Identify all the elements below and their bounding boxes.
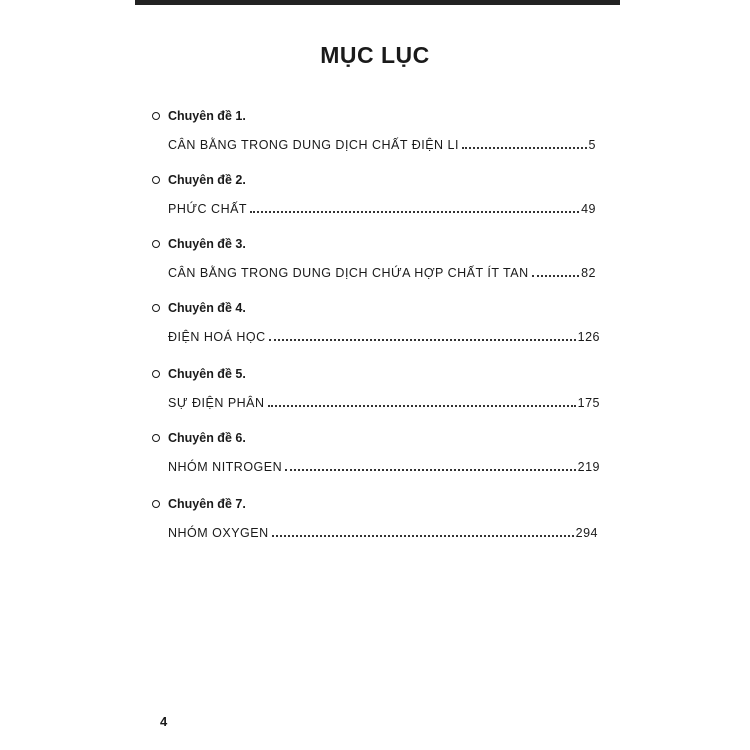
circle-bullet-icon [152,434,160,442]
top-edge-bar [135,0,620,5]
entry-page-number: 82 [581,266,596,280]
dot-leader [462,146,587,149]
entry-name: CÂN BẰNG TRONG DUNG DỊCH CHỨA HỢP CHẤT ÍT TAN [168,266,529,280]
entry-heading: Chuyên đề 1. [168,109,246,123]
circle-bullet-icon [152,112,160,120]
entry-heading: Chuyên đề 2. [168,173,246,187]
entry-page-number: 5 [588,138,596,152]
dot-leader [532,274,579,277]
page-title: MỤC LỤC [320,42,430,68]
entry-name: NHÓM OXYGEN [168,526,269,540]
entry-name: SỰ ĐIỆN PHÂN [168,396,265,410]
dot-leader [272,534,574,537]
entry-page-number: 126 [577,330,600,344]
entry-heading: Chuyên đề 4. [168,301,246,315]
entry-heading: Chuyên đề 7. [168,497,246,511]
toc-entry-2 [152,172,602,216]
circle-bullet-icon [152,304,160,312]
dot-leader [285,468,576,471]
toc-entry-3 [152,236,602,280]
circle-bullet-icon [152,370,160,378]
dot-leader [268,404,576,407]
page-number: 4 [160,714,168,729]
entry-name: CÂN BẰNG TRONG DUNG DỊCH CHẤT ĐIỆN LI [168,138,459,152]
circle-bullet-icon [152,500,160,508]
entry-name: ĐIỆN HOÁ HỌC [168,330,266,344]
toc-entry-6 [152,430,602,474]
toc-entry-7 [152,496,602,540]
toc-entry-1 [152,108,602,152]
entry-heading: Chuyên đề 3. [168,237,246,251]
entry-page-number: 219 [577,460,600,474]
circle-bullet-icon [152,240,160,248]
entry-page-number: 294 [575,526,598,540]
dot-leader [269,338,576,341]
circle-bullet-icon [152,176,160,184]
entry-name: NHÓM NITROGEN [168,460,283,474]
toc-entry-4 [152,300,602,344]
entry-name: PHỨC CHẤT [168,202,248,216]
dot-leader [250,210,579,213]
entry-heading: Chuyên đề 6. [168,431,246,445]
entry-page-number: 49 [581,202,596,216]
entry-page-number: 175 [577,396,600,410]
entry-heading: Chuyên đề 5. [168,367,246,381]
toc-entry-5 [152,366,602,410]
